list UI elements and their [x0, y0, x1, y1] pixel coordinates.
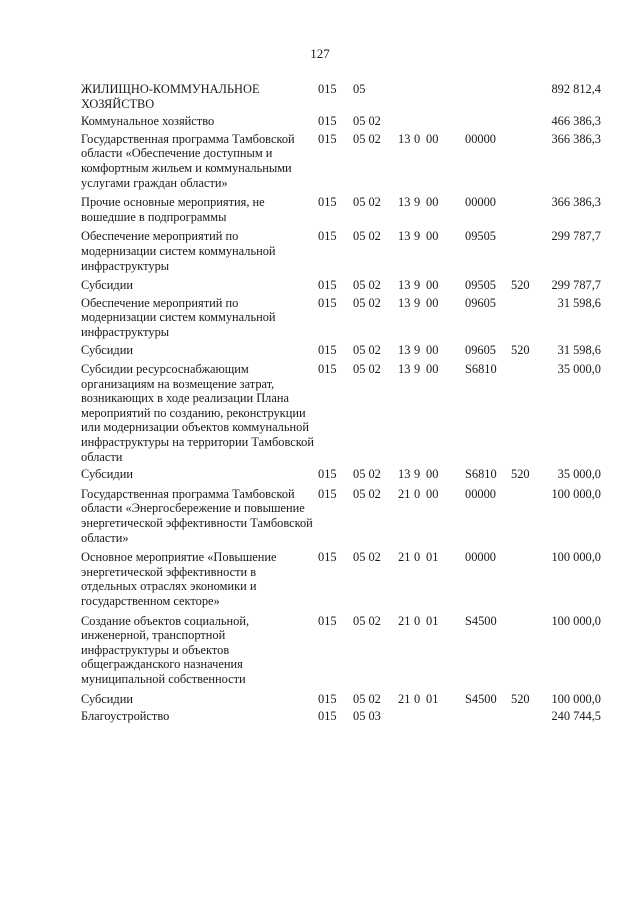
- row-subprogram-code: 9: [414, 278, 421, 293]
- row-admin-code: 015: [318, 82, 337, 96]
- row-item-code: 00000: [465, 131, 496, 146]
- row-name: Субсидии: [81, 278, 133, 293]
- row-item-code: 09605: [465, 295, 496, 310]
- row-program-code: 21: [398, 613, 411, 628]
- row-expense-type-code: 520: [511, 691, 530, 706]
- row-name: Субсидии: [81, 691, 133, 706]
- row-section-code: 05 02: [353, 613, 381, 628]
- row-amount: 892 812,4: [551, 82, 601, 96]
- row-subprogram-code: 0: [414, 550, 421, 565]
- table-row: [81, 278, 601, 293]
- row-admin-code: 015: [318, 278, 337, 293]
- row-group-code: 00: [426, 486, 439, 501]
- row-section-code: 05 02: [353, 550, 381, 565]
- row-amount: 299 787,7: [551, 229, 601, 244]
- row-admin-code: 015: [318, 550, 337, 565]
- row-program-code: 21: [398, 486, 411, 501]
- row-group-code: 00: [426, 295, 439, 310]
- row-section-code: 05 02: [353, 467, 381, 482]
- row-section-code: 05 02: [353, 362, 381, 377]
- row-item-code: 09605: [465, 342, 496, 357]
- row-item-code: 00000: [465, 550, 496, 565]
- row-item-code: S6810: [465, 467, 497, 482]
- row-amount: 100 000,0: [551, 550, 601, 565]
- row-group-code: 00: [426, 467, 439, 482]
- row-name: ЖИЛИЩНО-КОММУНАЛЬНОЕ ХОЗЯЙСТВО: [81, 82, 260, 111]
- row-admin-code: 015: [318, 195, 337, 210]
- table-row: [81, 82, 601, 111]
- row-section-code: 05 02: [353, 278, 381, 293]
- row-name: Обеспечение мероприятий по модернизации систем коммунальной инфраструктуры: [81, 229, 276, 273]
- row-amount: 31 598,6: [557, 342, 601, 357]
- row-section-code: 05: [353, 82, 366, 96]
- row-section-code: 05 02: [353, 229, 381, 244]
- row-admin-code: 015: [318, 613, 337, 628]
- row-amount: 35 000,0: [557, 467, 601, 482]
- row-admin-code: 015: [318, 229, 337, 244]
- row-name: Создание объектов социальной, инженерной, транспортной инфраструктуры и объектов общегражданского назначения муниципальной собственности: [81, 613, 250, 686]
- table-row: [81, 343, 601, 358]
- row-section-code: 05 03: [353, 709, 381, 724]
- row-group-code: 00: [426, 131, 439, 146]
- row-item-code: 00000: [465, 195, 496, 210]
- row-program-code: 13: [398, 342, 411, 357]
- row-amount: 466 386,3: [551, 114, 601, 129]
- row-group-code: 00: [426, 342, 439, 357]
- row-program-code: 13: [398, 229, 411, 244]
- row-group-code: 01: [426, 691, 439, 706]
- row-amount: 35 000,0: [557, 362, 601, 377]
- table-row: [81, 229, 601, 273]
- table-row: [81, 692, 601, 707]
- row-item-code: S4500: [465, 691, 497, 706]
- row-subprogram-code: 0: [414, 131, 421, 146]
- row-section-code: 05 02: [353, 195, 381, 210]
- row-amount: 299 787,7: [551, 278, 601, 293]
- row-section-code: 05 02: [353, 114, 381, 129]
- row-name: Субсидии: [81, 467, 133, 482]
- row-section-code: 05 02: [353, 342, 381, 357]
- row-expense-type-code: 520: [511, 342, 530, 357]
- row-group-code: 00: [426, 229, 439, 244]
- row-item-code: S6810: [465, 362, 497, 377]
- table-row: [81, 550, 601, 608]
- row-expense-type-code: 520: [511, 278, 530, 293]
- row-amount: 100 000,0: [551, 486, 601, 501]
- table-row: [81, 362, 601, 464]
- row-name: Государственная программа Тамбовской области «Обеспечение доступным и комфортным жильем и коммунальными услугами граждан области»: [81, 131, 295, 190]
- row-group-code: 00: [426, 278, 439, 293]
- row-section-code: 05 02: [353, 486, 381, 501]
- row-admin-code: 015: [318, 114, 337, 129]
- budget-table: [81, 82, 601, 727]
- row-amount: 366 386,3: [551, 131, 601, 146]
- row-group-code: 01: [426, 613, 439, 628]
- row-admin-code: 015: [318, 131, 337, 146]
- row-subprogram-code: 0: [414, 691, 421, 706]
- row-program-code: 13: [398, 467, 411, 482]
- row-amount: 31 598,6: [557, 295, 601, 310]
- row-admin-code: 015: [318, 709, 337, 724]
- row-admin-code: 015: [318, 362, 337, 377]
- row-subprogram-code: 9: [414, 229, 421, 244]
- row-name: Прочие основные мероприятия, не вошедшие в подпрограммы: [81, 195, 265, 224]
- row-subprogram-code: 0: [414, 613, 421, 628]
- row-name: Государственная программа Тамбовской области «Энергосбережение и повышение энергетической эффективности Тамбовской области»: [81, 486, 313, 545]
- row-name: Субсидии ресурсоснабжающим организациям на возмещение затрат, возникающих в ходе реализации Плана мероприятий по созданию, реконструкции или модернизации объектов коммунальной инфраструктуры на территории Тамбовской области: [81, 362, 314, 464]
- table-row: [81, 132, 601, 190]
- row-program-code: 21: [398, 691, 411, 706]
- row-name: Основное мероприятие «Повышение энергетической эффективности в отдельных отраслях экономики и государственном секторе»: [81, 550, 277, 608]
- row-admin-code: 015: [318, 342, 337, 357]
- row-program-code: 13: [398, 362, 411, 377]
- table-row: [81, 296, 601, 340]
- table-row: [81, 467, 601, 482]
- row-group-code: 01: [426, 550, 439, 565]
- table-row: [81, 709, 601, 724]
- row-subprogram-code: 9: [414, 342, 421, 357]
- row-item-code: S4500: [465, 613, 497, 628]
- table-row: [81, 614, 601, 687]
- row-item-code: 09505: [465, 278, 496, 293]
- row-subprogram-code: 9: [414, 467, 421, 482]
- row-admin-code: 015: [318, 691, 337, 706]
- row-admin-code: 015: [318, 467, 337, 482]
- row-section-code: 05 02: [353, 691, 381, 706]
- row-group-code: 00: [426, 195, 439, 210]
- row-program-code: 13: [398, 195, 411, 210]
- row-amount: 240 744,5: [551, 709, 601, 724]
- table-row: [81, 114, 601, 129]
- row-name: Обеспечение мероприятий по модернизации систем коммунальной инфраструктуры: [81, 295, 276, 339]
- row-admin-code: 015: [318, 486, 337, 501]
- row-subprogram-code: 0: [414, 486, 421, 501]
- row-name: Коммунальное хозяйство: [81, 114, 215, 129]
- row-amount: 100 000,0: [551, 691, 601, 706]
- row-item-code: 09505: [465, 229, 496, 244]
- row-amount: 100 000,0: [551, 613, 601, 628]
- row-section-code: 05 02: [353, 131, 381, 146]
- row-section-code: 05 02: [353, 295, 381, 310]
- row-program-code: 13: [398, 295, 411, 310]
- page-number: 127: [310, 46, 330, 61]
- row-admin-code: 015: [318, 295, 337, 310]
- row-subprogram-code: 9: [414, 295, 421, 310]
- row-program-code: 13: [398, 131, 411, 146]
- row-name: Субсидии: [81, 342, 133, 357]
- row-expense-type-code: 520: [511, 467, 530, 482]
- table-row: [81, 487, 601, 545]
- row-program-code: 21: [398, 550, 411, 565]
- row-subprogram-code: 9: [414, 195, 421, 210]
- row-group-code: 00: [426, 362, 439, 377]
- row-subprogram-code: 9: [414, 362, 421, 377]
- row-program-code: 13: [398, 278, 411, 293]
- row-amount: 366 386,3: [551, 195, 601, 210]
- row-name: Благоустройство: [81, 709, 170, 724]
- table-row: [81, 195, 601, 224]
- row-item-code: 00000: [465, 486, 496, 501]
